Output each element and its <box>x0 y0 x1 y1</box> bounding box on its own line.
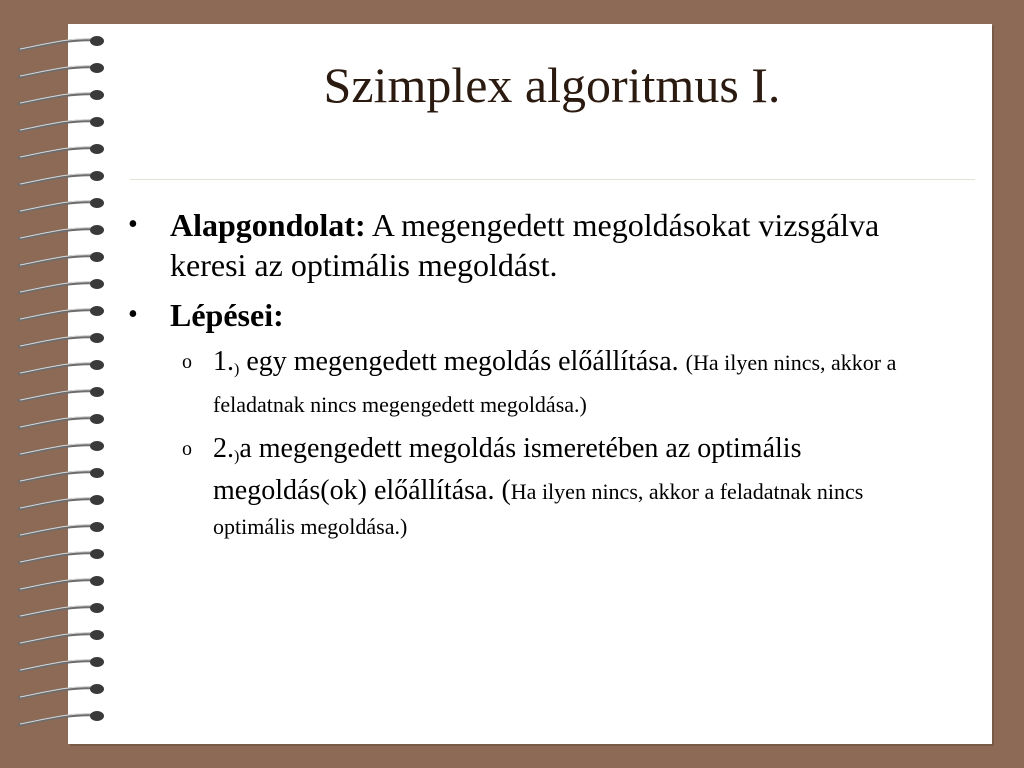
step-paren: ) <box>234 361 240 378</box>
step-note: Ha ilyen nincs, akkor a feladatnak nincs optimális megoldása.) <box>213 479 864 539</box>
slide-content <box>128 205 948 554</box>
step-number: 2. <box>213 433 234 464</box>
bullet-icon: • <box>128 299 138 330</box>
sub-bullet-icon: o <box>182 438 192 460</box>
bullet-lepesei <box>128 295 948 335</box>
bullet-label: Lépései: <box>170 297 284 333</box>
step-1 <box>128 345 948 422</box>
bullet-alapgondolat <box>128 205 948 285</box>
step-text: a megengedett megoldás ismeretében az optimális megoldás(ok) előállítása. ( <box>213 433 802 506</box>
step-note: (Ha ilyen nincs, akkor a feladatnak nincs megengedett megoldása.) <box>213 350 897 417</box>
step-2 <box>128 432 948 544</box>
bullet-label: Alapgondolat: <box>170 207 366 243</box>
bullet-icon: • <box>128 209 138 240</box>
title-divider <box>130 179 975 180</box>
slide-title: Szimplex algoritmus I. <box>323 57 781 113</box>
step-paren: ) <box>234 448 240 465</box>
sub-bullet-icon: o <box>182 351 192 373</box>
bullet-text: A megengedett megoldásokat vizsgálva keresi az optimális megoldást. <box>170 207 880 283</box>
step-text: egy megengedett megoldás előállítása. <box>239 346 686 377</box>
step-number: 1. <box>213 346 234 377</box>
